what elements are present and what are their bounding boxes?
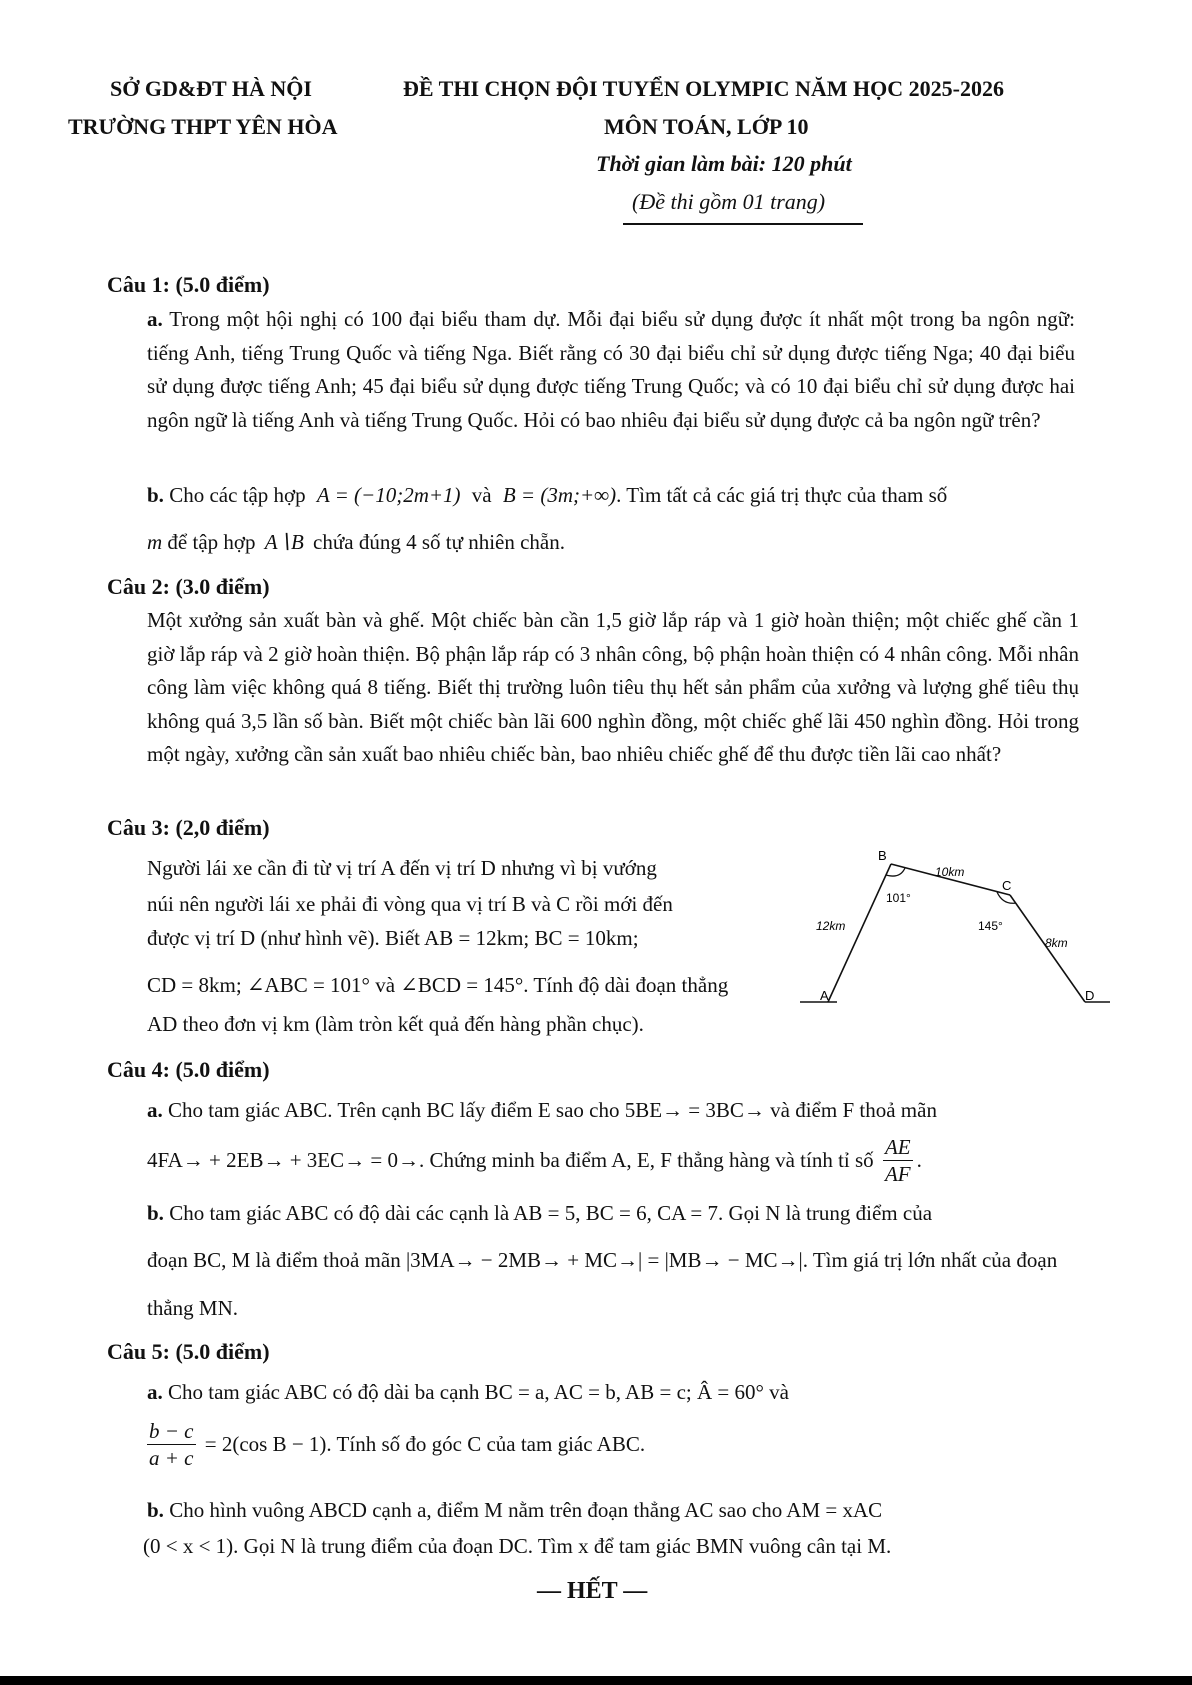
q5-b-text1: Cho hình vuông ABCD cạnh a, điểm M nằm trên đoạn thẳng AC sao cho AM = xAC — [169, 1498, 883, 1522]
label-cd-length: 8km — [1045, 936, 1068, 950]
q5-b-line1 — [147, 1500, 882, 1521]
q5-fraction-numerator: b − c — [149, 1419, 194, 1443]
q1-set-diff: A∖B — [264, 530, 304, 554]
q3-line3: được vị trí D (như hình vẽ). Biết AB = 12km; BC = 10km; — [147, 926, 639, 950]
q1-b-and: và — [471, 483, 492, 507]
q1-b-text4: chứa đúng 4 số tự nhiên chẵn. — [313, 530, 566, 554]
q4-b-line3: thẳng MN. — [147, 1296, 238, 1320]
q1-set-a: A = (−10;2m+1) — [316, 483, 461, 507]
q1-b-text2: . Tìm tất cả các giá trị thực của tham số — [616, 483, 948, 507]
q5-b-label: b. — [147, 1498, 164, 1522]
department-name: SỞ GD&ĐT HÀ NỘI — [110, 76, 312, 101]
school-name: TRƯỜNG THPT YÊN HÒA — [68, 114, 338, 139]
label-angle-b: 101° — [886, 891, 911, 905]
q5-a-line1 — [147, 1382, 789, 1403]
q5-b-line2: (0 < x < 1). Gọi N là trung điểm của đoạn DC. Tìm x để tam giác BMN vuông cân tại M. — [143, 1534, 892, 1558]
subject-grade: MÔN TOÁN, LỚP 10 — [604, 114, 809, 139]
q4-a-line1 — [147, 1100, 937, 1121]
q2-text: Một xưởng sản xuất bàn và ghế. Một chiếc bàn cần 1,5 giờ lắp ráp và 1 giờ hoàn thiện; một chiếc ghế cần 1 giờ lắp ráp và 2 giờ hoàn thiện. Bộ phận lắp ráp có 3 nhân công, bộ phận hoàn thiện có 4 nhân công. Mỗi nhân công làm việc không quá 8 tiếng. Biết thị trường luôn tiêu thụ hết sản phẩm của xưởng và lượng ghế tiêu thụ không quá 3,5 lần số bàn. Biết một chiếc bàn lãi 600 nghìn đồng, một chiếc ghế lãi 450 nghìn đồng. Hỏi trong một ngày, xưởng cần sản xuất bao nhiêu chiếc bàn, bao nhiêu chiếc ghế để thu được tiền lãi cao nhất? — [147, 608, 1079, 766]
q5-title: Câu 5: (5.0 điểm) — [107, 1339, 270, 1364]
q3-line2: núi nên người lái xe phải đi vòng qua vị trí B và C rồi mới đến — [147, 892, 673, 916]
q3-title: Câu 3: (2,0 điểm) — [107, 815, 270, 840]
q1-a-text: Trong một hội nghị có 100 đại biểu tham dự. Mỗi đại biểu sử dụng được ít nhất một trong ba ngôn ngữ: tiếng Anh, tiếng Trung Quốc và tiếng Nga. Biết rằng có 30 đại biểu chỉ sử dụng được tiếng Nga; 40 đại biểu sử dụng được tiếng Anh; 45 đại biểu sử dụng được tiếng Trung Quốc; và có 10 đại biểu chỉ sử dụng được hai ngôn ngữ là tiếng Anh và tiếng Trung Quốc. Hỏi có bao nhiêu đại biểu sử dụng được cả ba ngôn ngữ trên? — [147, 307, 1075, 432]
q5-a-line2 — [143, 1418, 645, 1471]
header-divider — [623, 223, 863, 225]
label-angle-c: 145° — [978, 919, 1003, 933]
q1-part-a — [147, 303, 1075, 437]
q1-title: Câu 1: (5.0 điểm) — [107, 272, 270, 297]
q5-a-label: a. — [147, 1380, 163, 1404]
page-count: (Đề thi gồm 01 trang) — [632, 189, 826, 214]
label-b: B — [878, 848, 887, 863]
q4-b-label: b. — [147, 1201, 164, 1225]
label-ab-length: 12km — [816, 919, 846, 933]
q3-route-figure — [790, 845, 1120, 1015]
label-a: A — [820, 988, 829, 1003]
end-marker: — HẾT — — [537, 1578, 648, 1604]
label-d: D — [1085, 988, 1095, 1003]
q5-a-text2: = 2(cos B − 1). Tính số đo góc C của tam giác ABC. — [204, 1432, 646, 1456]
q5-a-text1: Cho tam giác ABC có độ dài ba cạnh BC = a, AC = b, AB = c; Â = 60° và — [168, 1380, 789, 1404]
q4-b-text1: Cho tam giác ABC có độ dài các cạnh là AB = 5, BC = 6, CA = 7. Gọi N là trung điểm của — [169, 1201, 933, 1225]
bottom-edge — [0, 1676, 1192, 1685]
q4-ratio-denominator: AF — [884, 1162, 911, 1186]
exam-title: ĐỀ THI CHỌN ĐỘI TUYỂN OLYMPIC NĂM HỌC 2025-2026 — [403, 76, 1004, 101]
q5-fraction-denominator: a + c — [149, 1446, 194, 1470]
q4-b-line1 — [147, 1203, 932, 1224]
q1-a-label: a. — [147, 307, 163, 331]
q4-ratio-fraction — [883, 1134, 913, 1187]
q4-a-line2 — [147, 1134, 922, 1187]
q3-line1: Người lái xe cần đi từ vị trí A đến vị trí D nhưng vì bị vướng — [147, 856, 657, 880]
q5-fraction — [147, 1418, 196, 1471]
q1-b-text3: để tập hợp — [167, 530, 256, 554]
q1-param-m: m — [147, 530, 163, 554]
q4-a-text1: Cho tam giác ABC. Trên cạnh BC lấy điểm E sao cho 5BE→ = 3BC→ và điểm F thoả mãn — [168, 1098, 937, 1122]
q1-part-b-line2 — [147, 532, 565, 553]
q2-title: Câu 2: (3.0 điểm) — [107, 574, 270, 599]
q4-ratio-numerator: AE — [884, 1135, 911, 1159]
q1-b-label: b. — [147, 483, 164, 507]
q4-a-period: . — [916, 1148, 922, 1172]
q3-line5: AD theo đơn vị km (làm tròn kết quả đến hàng phần chục). — [147, 1012, 644, 1036]
label-c: C — [1002, 878, 1012, 893]
label-bc-length: 10km — [935, 865, 965, 879]
q1-b-text1: Cho các tập hợp — [169, 483, 306, 507]
q4-b-line2: đoạn BC, M là điểm thoả mãn |3MA→ − 2MB→ + MC→| = |MB→ − MC→|. Tìm giá trị lớn nhất của đoạn — [147, 1248, 1058, 1272]
q3-line4: CD = 8km; ∠ABC = 101° và ∠BCD = 145°. Tính độ dài đoạn thẳng — [147, 973, 729, 997]
q1-part-b-line1 — [147, 485, 947, 506]
segment-ab — [828, 864, 891, 1002]
q4-title: Câu 4: (5.0 điểm) — [107, 1057, 270, 1082]
q1-set-b: B = (3m;+∞) — [502, 483, 617, 507]
exam-time: Thời gian làm bài: 120 phút — [596, 151, 852, 176]
q4-a-label: a. — [147, 1098, 163, 1122]
q4-a-text2: 4FA→ + 2EB→ + 3EC→ = 0→. Chứng minh ba điểm A, E, F thẳng hàng và tính tỉ số — [147, 1148, 874, 1172]
